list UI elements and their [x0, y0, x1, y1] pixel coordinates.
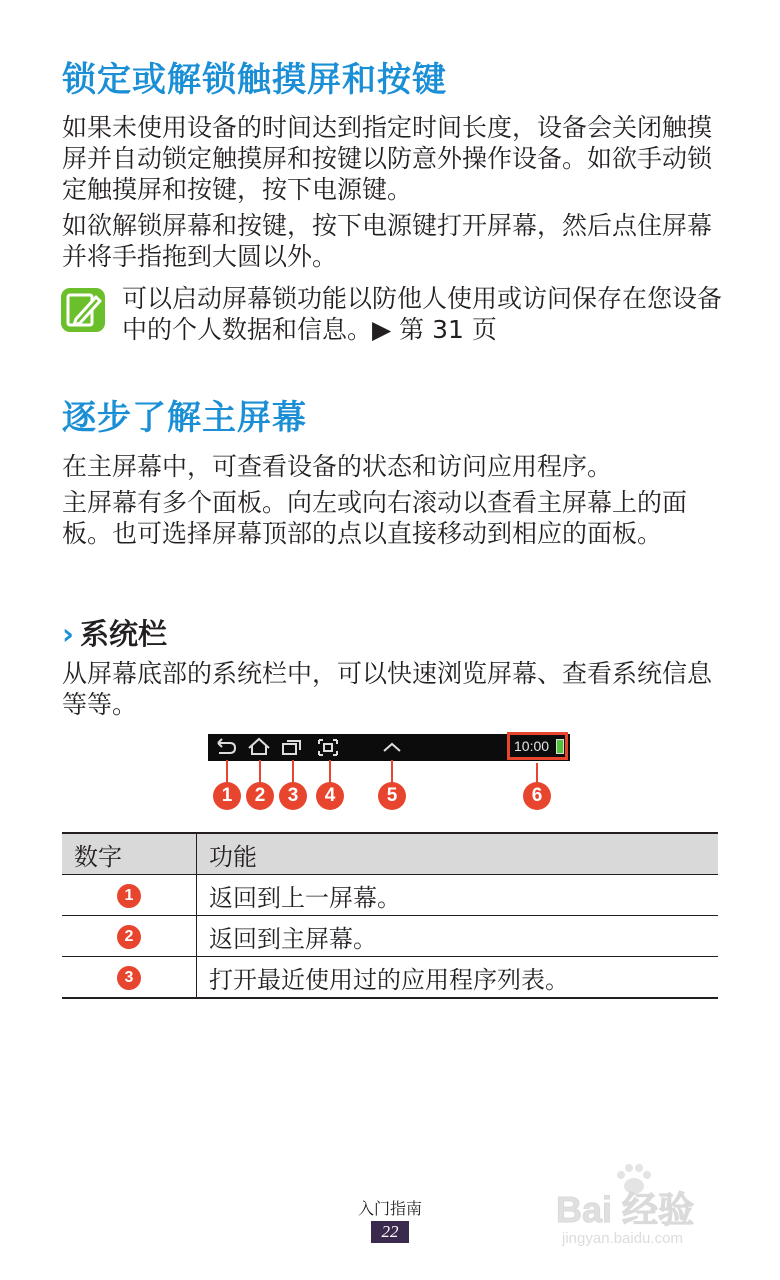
row-number-cell: [62, 957, 197, 999]
table-row: [62, 875, 718, 916]
callout-4: 4: [316, 782, 344, 810]
table-header-row: [62, 833, 718, 875]
callout-2: 2: [246, 782, 274, 810]
row-function-cell: 打开最近使用过的应用程序列表。: [197, 957, 719, 999]
callout-line: [259, 760, 261, 784]
watermark-url: jingyan.baidu.com: [562, 1230, 683, 1247]
table-row: [62, 957, 718, 999]
header-function: 功能: [197, 833, 719, 875]
chevron-right-icon: ›: [62, 617, 74, 651]
row-number-cell: [62, 875, 197, 916]
header-number: 数字: [62, 833, 197, 875]
baidu-watermark: [552, 1162, 752, 1262]
battery-icon: [556, 739, 564, 754]
number-badge: 1: [117, 884, 141, 908]
callout-5: 5: [378, 782, 406, 810]
table-row: [62, 916, 718, 957]
paragraph-lock-auto: 如果未使用设备的时间达到指定时间长度，设备会关闭触摸屏并自动锁定触摸屏和按键以防意外操作设备。如欲手动锁定触摸屏和按键，按下电源键。: [62, 113, 713, 204]
watermark-logo: Bai 经验: [556, 1189, 695, 1230]
subsection-title: [62, 612, 167, 653]
recent-apps-icon: [283, 741, 300, 754]
section-title-lock: 锁定或解锁触摸屏和按键: [62, 60, 447, 100]
paragraph-unlock: 如欲解锁屏幕和按键，按下电源键打开屏幕，然后点住屏幕并将手指拖到大圆以外。: [62, 211, 713, 271]
system-bar-image: [208, 734, 570, 761]
callout-1: 1: [213, 782, 241, 810]
number-badge: 2: [117, 925, 141, 949]
callout-6: 6: [523, 782, 551, 810]
screenshot-icon: [319, 740, 337, 755]
callout-3: 3: [279, 782, 307, 810]
up-arrow-icon: [384, 744, 400, 751]
paragraph-home-status: 在主屏幕中，可查看设备的状态和访问应用程序。: [62, 452, 613, 481]
row-function-cell: 返回到上一屏幕。: [197, 875, 719, 916]
callout-line: [329, 760, 331, 784]
page-number: 22: [371, 1221, 409, 1243]
home-icon: [249, 739, 269, 754]
system-bar-time: 10:00: [514, 738, 550, 754]
row-function-cell: 返回到主屏幕。: [197, 916, 719, 957]
section-title-home: 逐步了解主屏幕: [62, 398, 307, 438]
number-badge: 3: [117, 966, 141, 990]
row-number-cell: [62, 916, 197, 957]
footer-section-label: 入门指南: [357, 1199, 422, 1218]
subsection-title-text: 系统栏: [79, 617, 167, 651]
callout-line: [391, 760, 393, 784]
callout-line: [292, 760, 294, 784]
paragraph-home-panels: 主屏幕有多个面板。向左或向右滚动以查看主屏幕上的面板。也可选择屏幕顶部的点以直接移动到相应的面板。: [62, 488, 688, 548]
callout-line: [226, 760, 228, 784]
callout-line: [536, 763, 538, 784]
pencil-note-icon: [60, 287, 106, 333]
function-table: [62, 832, 718, 999]
note-text: 可以启动屏幕锁功能以防他人使用或访问保存在您设备中的个人数据和信息。▶ 第 31 页: [122, 284, 723, 344]
paragraph-system-bar: 从屏幕底部的系统栏中，可以快速浏览屏幕、查看系统信息等等。: [62, 659, 713, 719]
